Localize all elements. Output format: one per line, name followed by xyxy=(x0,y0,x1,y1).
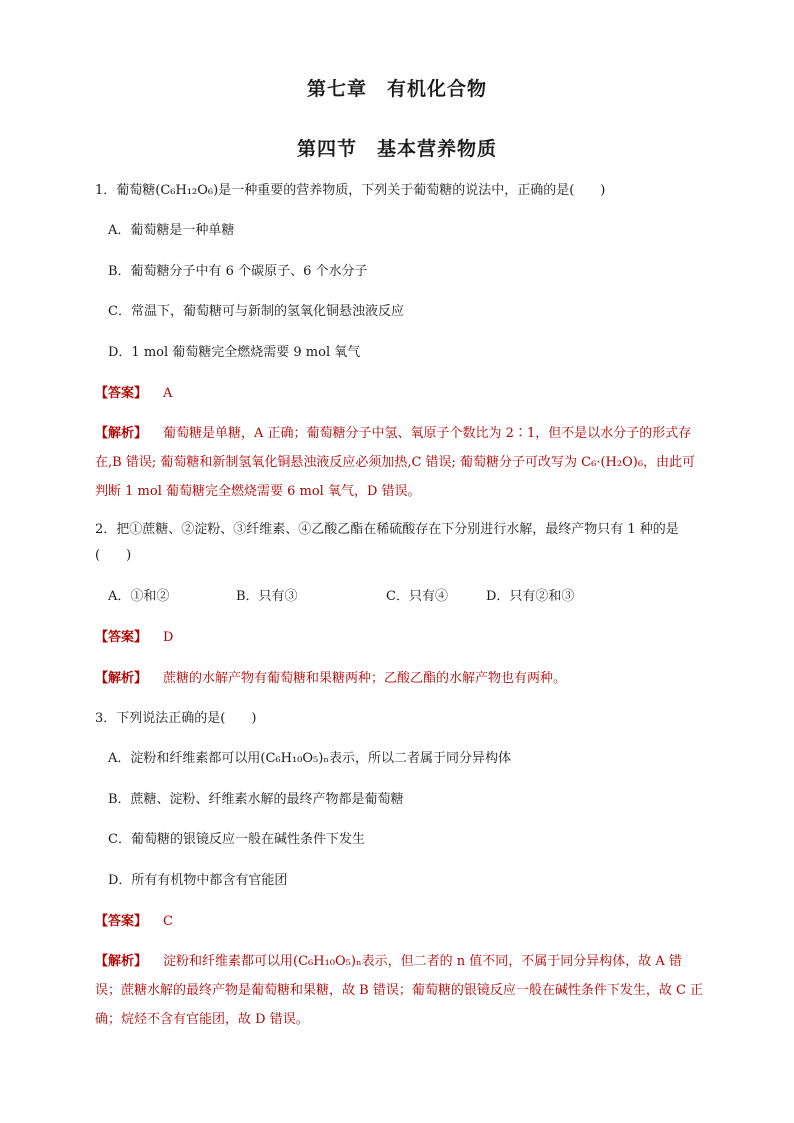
question-2-option-b: B．只有③ xyxy=(236,589,298,604)
question-1-stem: 1．葡萄糖(C₆H₁₂O₆)是一种重要的营养物质，下列关于葡萄糖的说法中，正确的是( ) xyxy=(95,183,606,198)
question-1-option-a: A．葡萄糖是一种单糖 xyxy=(108,223,235,238)
question-3-stem: 3．下列说法正确的是( ) xyxy=(95,711,257,726)
explain-text: 葡萄糖是单糖，A 正确；葡萄糖分子中氢、氧原子个数比为 2∶1，但不是以水分子的形式存在,B 错误; 葡萄糖和新制氢氧化铜悬浊液反应必须加热,C 错误; 葡萄糖分子可改写为 C₆·(H₂O)₆，由此可判断 1 mol 葡萄糖完全燃烧需要 6 mol 氧气，D 错误。 xyxy=(95,426,696,499)
question-3-option-a: A．淀粉和纤维素都可以用(C₆H₁₀O₅)ₙ表示，所以二者属于同分异构体 xyxy=(108,751,511,766)
answer-value: C xyxy=(163,914,173,929)
question-2-stem: 2．把①蔗糖、②淀粉、③纤维素、④乙酸乙酯在稀硫酸存在下分别进行水解，最终产物只有 1 种的是( ) xyxy=(95,522,679,563)
question-1-option-d: D．1 mol 葡萄糖完全燃烧需要 9 mol 氧气 xyxy=(108,345,361,360)
question-2-option-a: A．①和② xyxy=(108,589,170,604)
question-1-option-b: B．葡萄糖分子中有 6 个碳原子、6 个水分子 xyxy=(108,264,368,279)
explain-label: 【解析】 xyxy=(95,954,148,969)
question-1-answer xyxy=(95,383,705,405)
explain-label: 【解析】 xyxy=(95,671,148,686)
question-2-answer xyxy=(95,627,705,649)
question-3-option-b: B．蔗糖、淀粉、纤维素水解的最终产物都是葡萄糖 xyxy=(108,792,404,807)
explain-text: 淀粉和纤维素都可以用(C₆H₁₀O₅)ₙ表示，但二者的 n 值不同，不属于同分异构体，故 A 错误；蔗糖水解的最终产物是葡萄糖和果糖，故 B 错误；葡萄糖的银镜反应一般在碱性条件下发生，故 C 正确；烷烃不含有官能团，故 D 错误。 xyxy=(95,954,704,1027)
chapter-title: 第七章 有机化合物 xyxy=(306,78,487,100)
explain-text: 蔗糖的水解产物有葡萄糖和果糖两种；乙酸乙酯的水解产物也有两种。 xyxy=(163,671,567,686)
question-2-options xyxy=(108,586,574,608)
question-1-explanation xyxy=(95,419,705,506)
section-title: 第四节 基本营养物质 xyxy=(296,138,497,160)
question-2-option-d: D．只有②和③ xyxy=(486,589,575,604)
explain-label: 【解析】 xyxy=(95,426,148,441)
answer-label: 【答案】 xyxy=(95,630,148,645)
question-1-option-c: C．常温下，葡萄糖可与新制的氢氧化铜悬浊液反应 xyxy=(108,304,404,319)
question-3-answer xyxy=(95,911,705,933)
answer-label: 【答案】 xyxy=(95,914,148,929)
question-3-option-d: D．所有有机物中都含有官能团 xyxy=(108,873,288,888)
question-3-option-c: C．葡萄糖的银镜反应一般在碱性条件下发生 xyxy=(108,832,365,847)
answer-label: 【答案】 xyxy=(95,386,148,401)
question-3-explanation xyxy=(95,947,705,1034)
answer-value: D xyxy=(163,630,174,645)
question-2-explanation xyxy=(95,664,705,693)
question-2-option-c: C．只有④ xyxy=(386,589,448,604)
answer-value: A xyxy=(163,386,173,401)
